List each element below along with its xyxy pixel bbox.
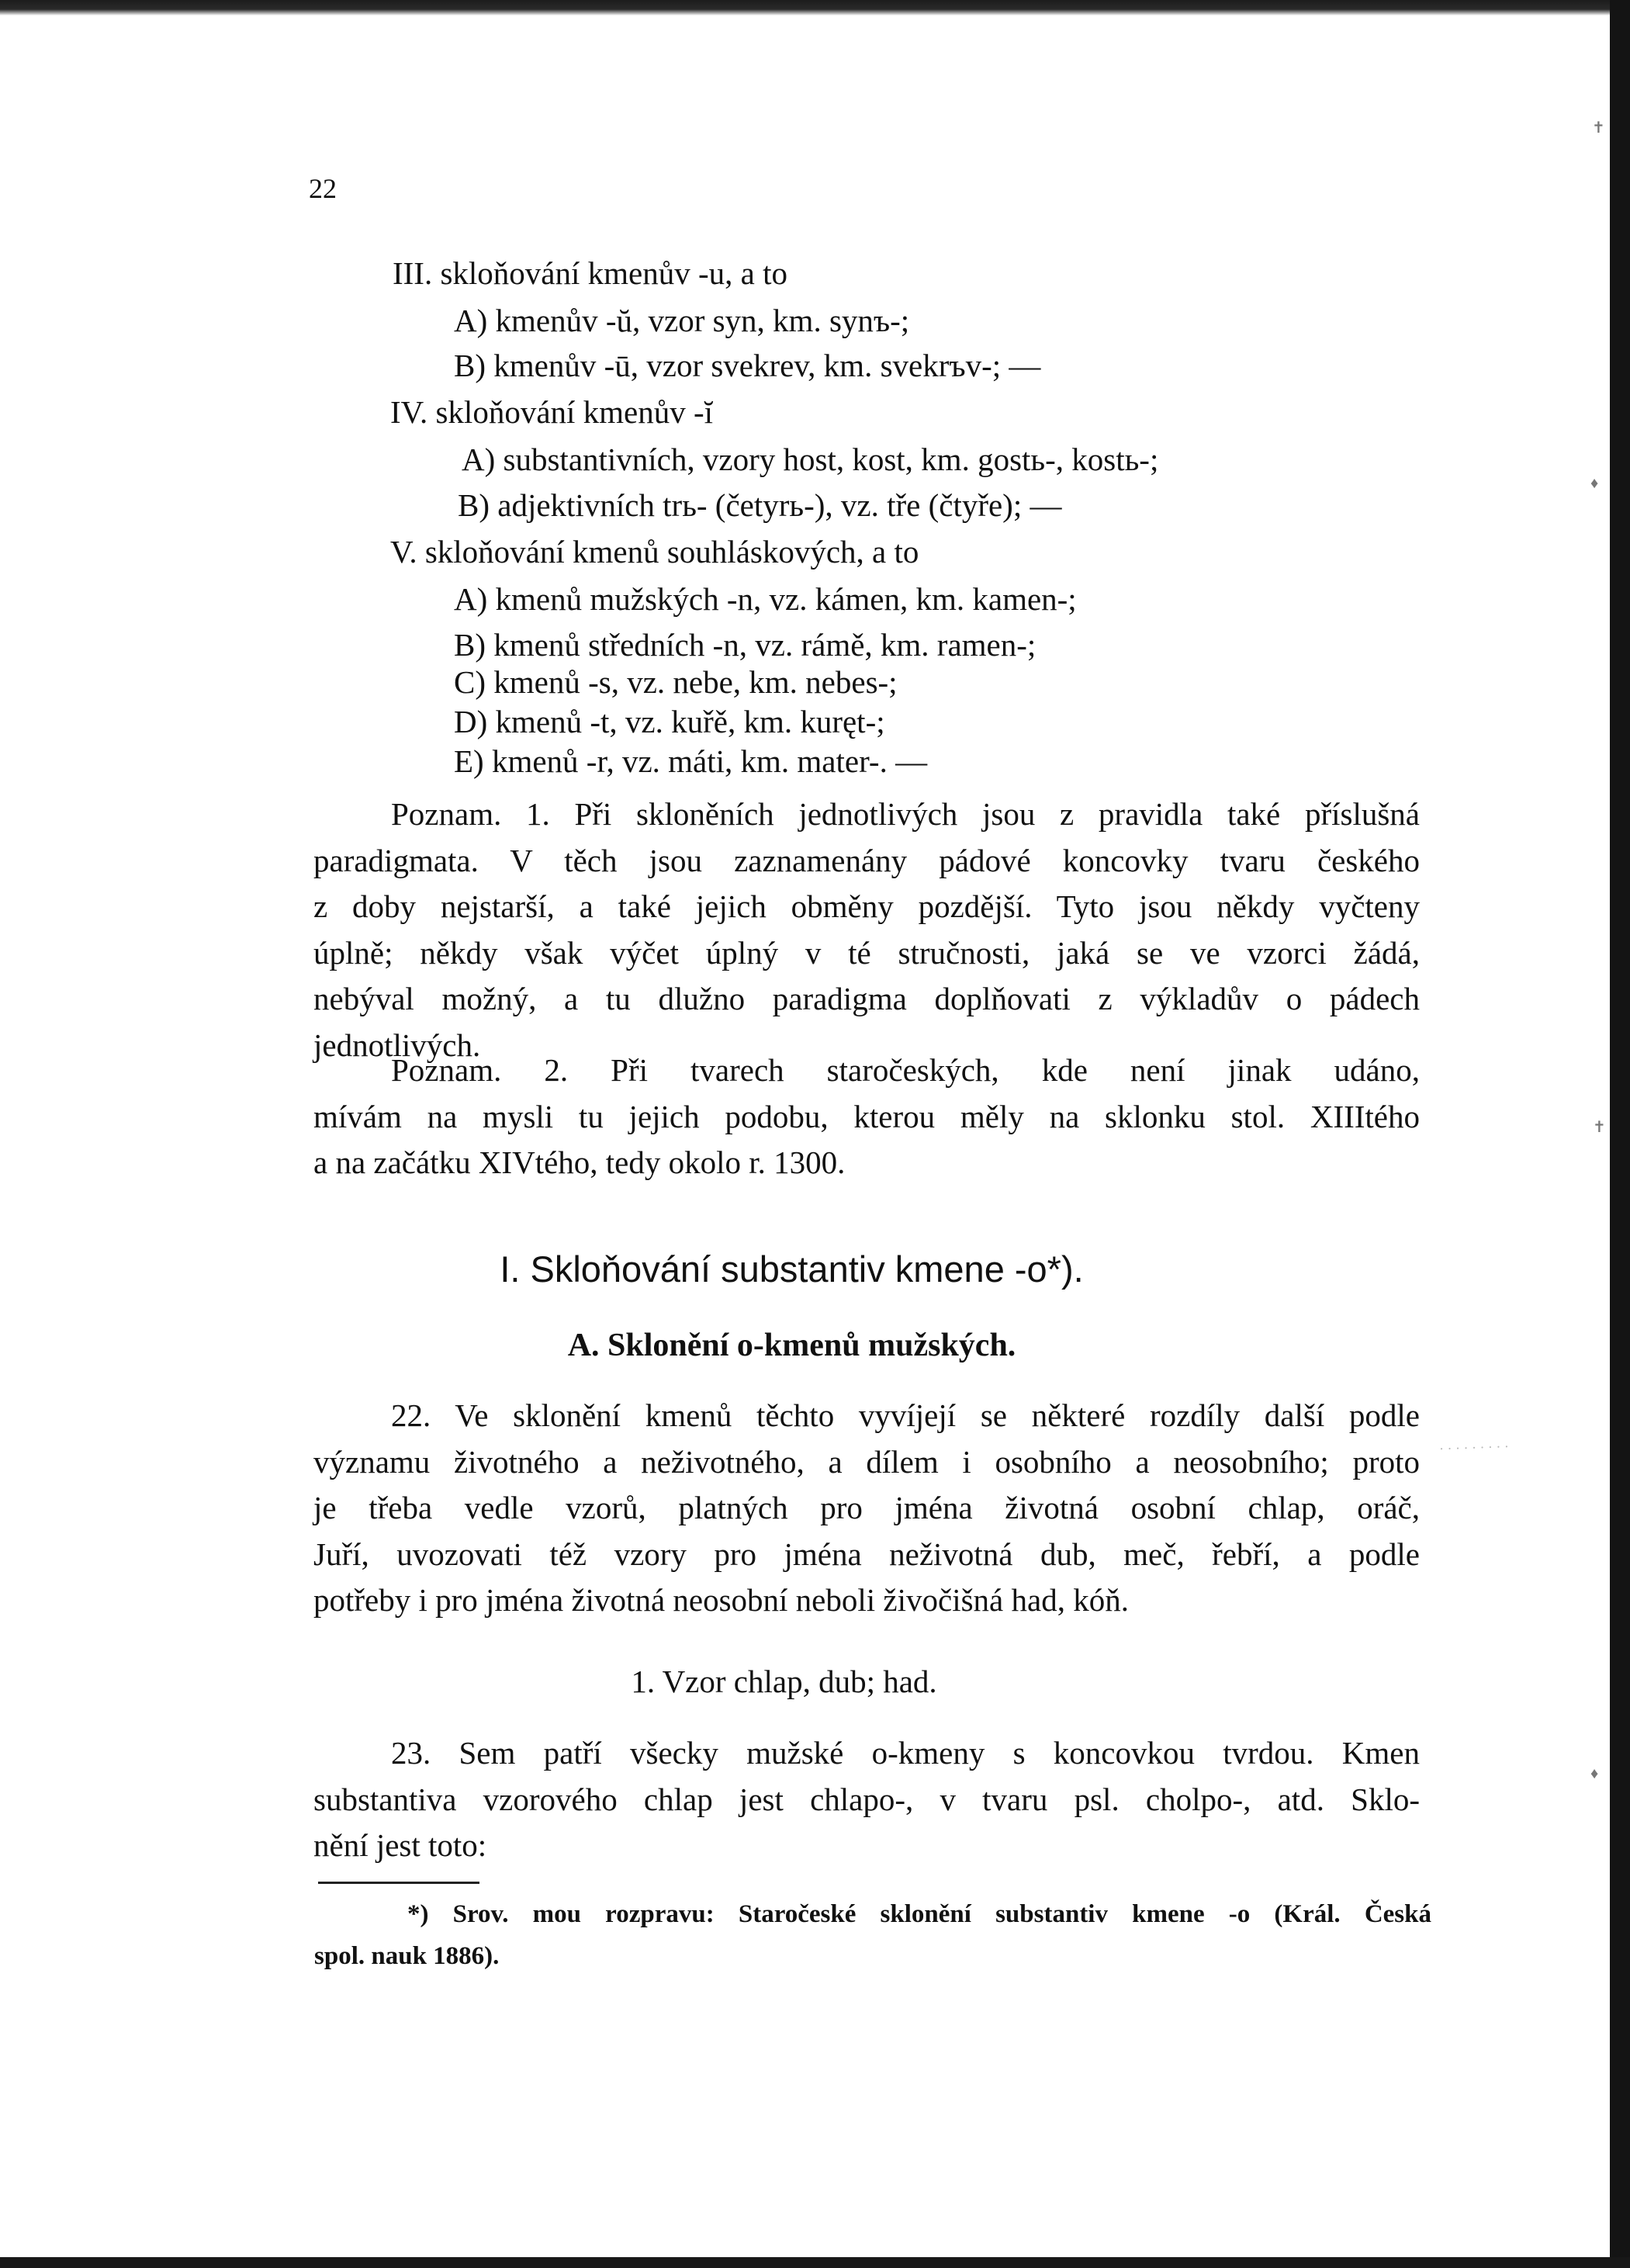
note-2-line: a na začátku XIVtého, tedy okolo r. 1300.: [313, 1144, 846, 1181]
paragraph-23-line: substantiva vzorového chlap jest chlapo-, v tvaru psl. cholpo-, atd. Sklo-: [313, 1781, 1420, 1817]
outline-line: E) kmenů -r, vz. máti, km. mater-. —: [454, 743, 928, 779]
subsection-heading: [0, 1663, 1630, 1700]
subsection-heading-text: 1. Vzor chlap, dub; had.: [631, 1664, 937, 1699]
paragraph-22: [313, 1393, 1420, 1624]
paragraph-22-line: 22. Ve sklonění kmenů těchto vyvíjejí se některé rozdíly další podle: [391, 1397, 1420, 1433]
outline-line: C) kmenů -s, vz. nebe, km. nebes-;: [454, 664, 898, 700]
margin-mark: ♦: [1590, 1765, 1599, 1782]
outline-line: B) kmenů středních -n, vz. rámě, km. ramen-;: [454, 627, 1036, 663]
outline-line: D) kmenů -t, vz. kuřě, km. kuręt-;: [454, 704, 885, 739]
margin-mark: ✝: [1592, 119, 1605, 137]
outline-line: B) kmenův -ū, vzor svekrev, km. svekrъv-; —: [454, 348, 1041, 383]
margin-mark: ♦: [1590, 475, 1599, 492]
paragraph-22-line: je třeba vedle vzorů, platných pro jména životná osobní chlap, oráč,: [313, 1490, 1420, 1526]
page-number: 22: [309, 173, 337, 204]
note-2-line: mívám na mysli tu jejich podobu, kterou měly na sklonku stol. XIIItého: [313, 1098, 1420, 1134]
margin-mark: ✝: [1593, 1119, 1606, 1136]
footnote: [314, 1893, 1431, 1977]
outline-line: III. skloňování kmenův -u, a to: [393, 255, 787, 291]
paragraph-22-line: potřeby i pro jména životná neosobní neboli živočišná had, kóň.: [313, 1582, 1129, 1619]
paragraph-23-line: 23. Sem patří všecky mužské o-kmeny s koncovkou tvrdou. Kmen: [391, 1735, 1420, 1771]
note-1-line: úplně; někdy však výčet úplný v té stručnosti, jaká se ve vzorci žádá,: [313, 934, 1420, 971]
note-1: [313, 791, 1420, 1069]
footnote-line: spol. nauk 1886).: [314, 1942, 500, 1970]
section-heading-text: A. Sklonění o-kmenů mužských.: [567, 1328, 1016, 1363]
outline-line: IV. skloňování kmenův -ĭ: [390, 394, 714, 430]
paragraph-23: [313, 1730, 1420, 1869]
paragraph-22-line: významu životného a neživotného, a dílem i osobního a neosobního; proto: [313, 1443, 1420, 1480]
outline-line: B) adjektivních trь- (četyrь-), vz. tře (čtyře); —: [458, 487, 1062, 523]
chapter-heading-text: I. Skloňování substantiv kmene -o*).: [500, 1248, 1084, 1290]
note-1-line: jednotlivých.: [313, 1027, 481, 1063]
note-2-line: Poznam. 2. Při tvarech staročeských, kde není jinak udáno,: [391, 1052, 1420, 1088]
section-heading: [0, 1327, 1630, 1364]
footnote-line: *) Srov. mou rozpravu: Staročeské sklonění substantiv kmene -o (Král. Česká: [407, 1900, 1431, 1928]
note-1-line: z doby nejstarší, a také jejich obměny pozdější. Tyto jsou někdy vyčteny: [313, 888, 1420, 925]
scan-edge-bottom: [0, 2257, 1630, 2268]
footnote-divider: [318, 1882, 479, 1884]
scan-edge-top: [0, 0, 1630, 16]
paragraph-23-line: nění jest toto:: [313, 1827, 487, 1864]
bleed-through-marginalia: · · · · · · · · ·: [1438, 1439, 1510, 1457]
chapter-heading: [0, 1248, 1630, 1290]
outline-line: V. skloňování kmenů souhláskových, a to: [390, 534, 919, 570]
scan-edge-right: [1610, 0, 1630, 2268]
note-2: [313, 1047, 1420, 1186]
note-1-line: nebýval možný, a tu dlužno paradigma doplňovati z výkladův o pádech: [313, 981, 1420, 1017]
note-1-line: Poznam. 1. Při skloněních jednotlivých jsou z pravidla také příslušná: [391, 796, 1420, 832]
paragraph-22-line: Juří, uvozovati též vzory pro jména neživotná dub, meč, řebří, a podle: [313, 1536, 1420, 1572]
note-1-line: paradigmata. V těch jsou zaznamenány pádové koncovky tvaru českého: [313, 842, 1420, 878]
outline-line: A) kmenův -ŭ, vzor syn, km. synъ-;: [454, 303, 910, 338]
outline-line: A) kmenů mužských -n, vz. kámen, km. kamen-;: [454, 581, 1077, 617]
outline-line: A) substantivních, vzory host, kost, km. gostь-, kostь-;: [462, 441, 1159, 477]
